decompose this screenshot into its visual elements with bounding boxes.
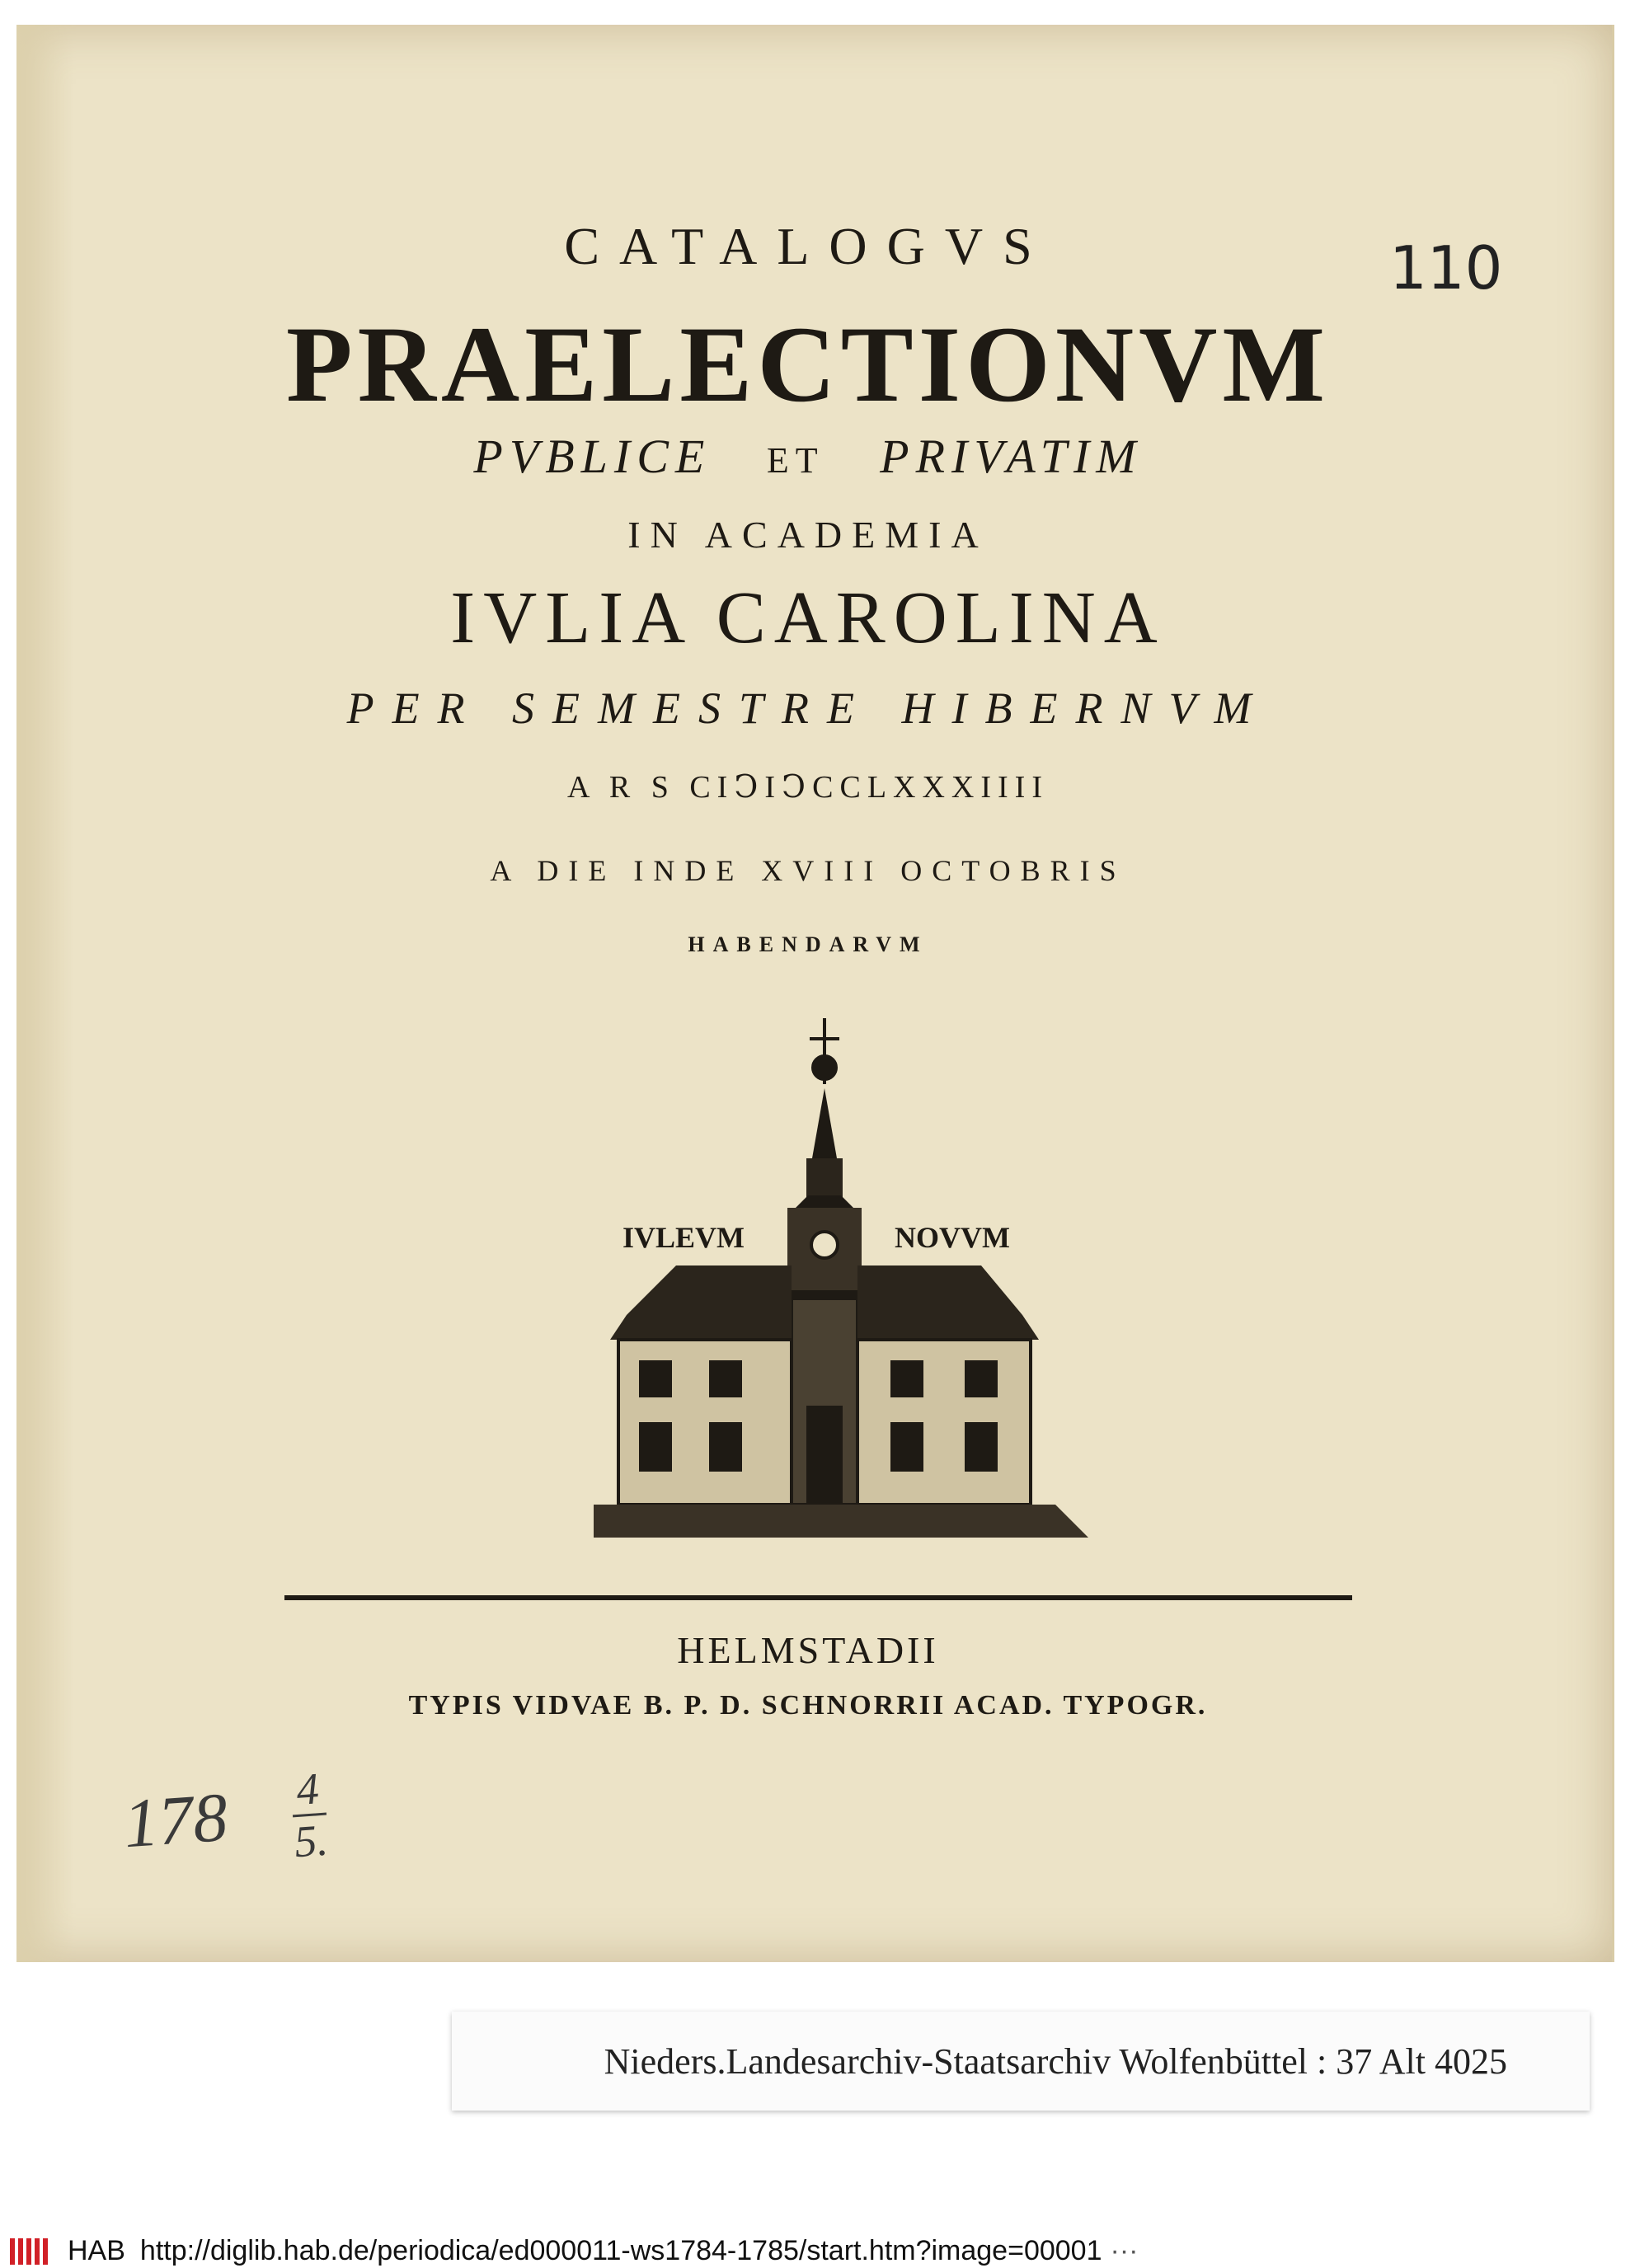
- title-catalogus: CATALOGVS: [564, 217, 1052, 275]
- handwritten-page-number: 110: [1389, 233, 1503, 303]
- footer-org: HAB: [68, 2235, 125, 2266]
- title-in-academia: IN ACADEMIA: [627, 514, 989, 556]
- title-praelectionum: PRAELECTIONVM: [285, 303, 1331, 425]
- viewer-footer: [0, 2234, 1649, 2268]
- archive-label-strip: [452, 2012, 1590, 2111]
- footer-url-link[interactable]: http://diglib.hab.de/periodica/ed000011-ws1784-1785/start.htm?image=00001: [139, 2235, 1102, 2266]
- page-fold-shadow: [16, 25, 74, 1962]
- title-habendarum: HABENDARVM: [688, 932, 928, 956]
- handwritten-year-fraction: [289, 1763, 330, 1867]
- title-privatim: PRIVATIM: [880, 430, 1143, 483]
- woodcut-building-image: [594, 1010, 1187, 1554]
- handwritten-year: 178: [120, 1778, 231, 1863]
- title-year: A R S CIↃIↃCCLXXXIIII: [567, 770, 1049, 805]
- title-per-semestre: PER SEMESTRE HIBERNVM: [346, 683, 1270, 733]
- archive-label: Nieders.Landesarchiv-Staatsarchiv Wolfenbüttel : 37 Alt 4025: [604, 2041, 1507, 2082]
- year-fraction-denominator: 5.: [293, 1815, 330, 1867]
- woodcut-label-right: NOVVM: [895, 1221, 1010, 1254]
- horizontal-rule: [284, 1595, 1352, 1600]
- hab-logo-icon: [10, 2236, 59, 2267]
- imprint-printer: TYPIS VIDVAE B. P. D. SCHNORRII ACAD. TYPOGR.: [408, 1690, 1208, 1721]
- woodcut-label-left: IVLEVM: [622, 1221, 745, 1254]
- title-publice-et-privatim: [264, 429, 1352, 484]
- year-fraction-numerator: 4: [289, 1763, 327, 1818]
- title-iulia-carolina: IVLIA CAROLINA: [450, 577, 1166, 659]
- title-et: ET: [766, 440, 824, 481]
- title-publice: PVBLICE: [473, 430, 712, 483]
- imprint-place: HELMSTADII: [677, 1629, 939, 1671]
- more-icon[interactable]: ···: [1110, 2235, 1139, 2266]
- title-date: A DIE INDE XVIII OCTOBRIS: [490, 854, 1126, 887]
